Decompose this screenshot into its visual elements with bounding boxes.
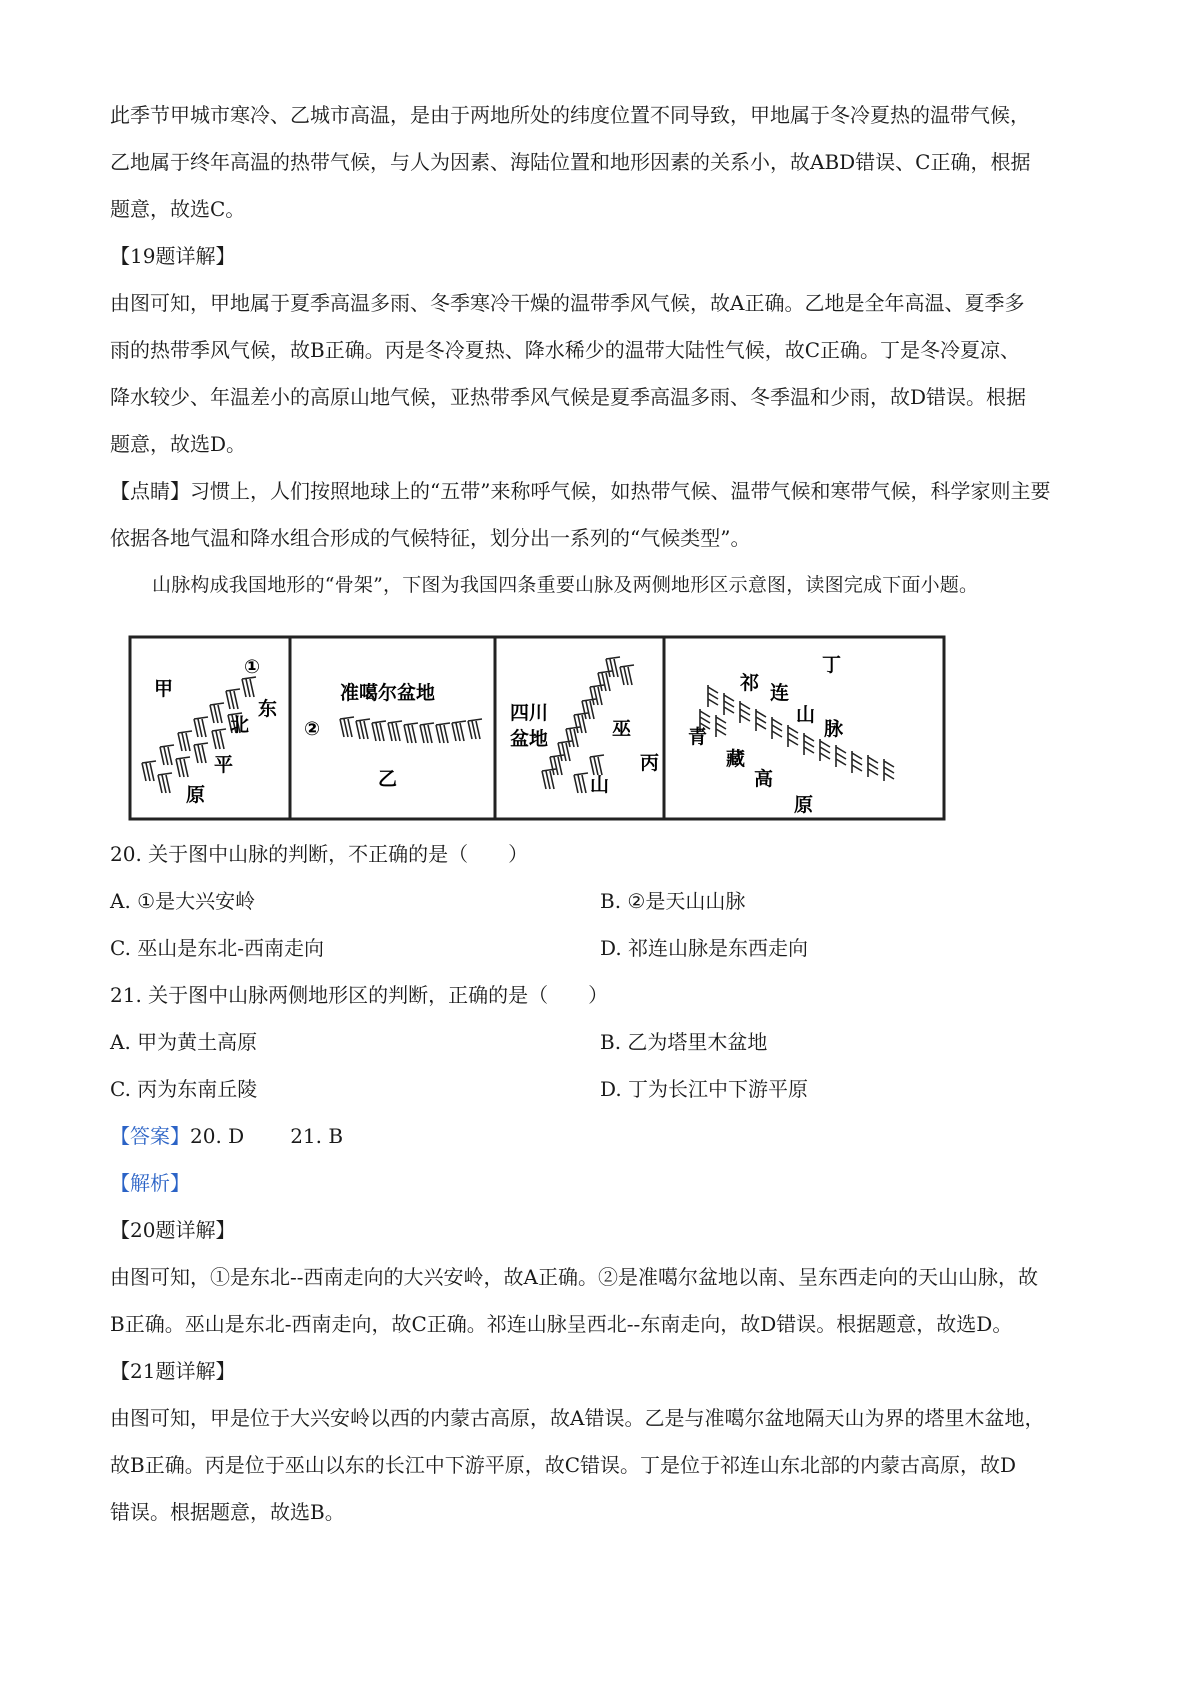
mountain-diagram-svg bbox=[128, 635, 946, 821]
section-heading-21: 【21题详解】 bbox=[110, 1359, 236, 1383]
document-page bbox=[110, 92, 1100, 1536]
paragraph-line: 乙地属于终年高温的热带气候，与人为因素、海陆位置和地形因素的关系小，故ABD错误、C正确，根据 bbox=[110, 150, 1031, 174]
dianjing-line: 【点睛】习惯上，人们按照地球上的“五带”来称呼气候，如热带气候、温带气候和寒带气候，科学家则主要 bbox=[110, 479, 1051, 503]
answer-line bbox=[110, 1113, 1100, 1160]
label-pendi: 盆地 bbox=[510, 728, 549, 750]
option-20-a[interactable]: A. ①是大兴安岭 bbox=[110, 889, 256, 913]
option-20-c[interactable]: C. 巫山是东北-西南走向 bbox=[110, 936, 325, 960]
paragraph-line: 此季节甲城市寒冷、乙城市高温，是由于两地所处的纬度位置不同导致，甲地属于冬冷夏热的温带气候， bbox=[110, 103, 1030, 127]
label-qi: 祁 bbox=[740, 672, 760, 694]
question-intro: 山脉构成我国地形的“骨架”，下图为我国四条重要山脉及两侧地形区示意图，读图完成下面小题。 bbox=[152, 574, 979, 596]
option-21-a[interactable]: A. 甲为黄土高原 bbox=[110, 1030, 258, 1054]
option-20-b[interactable]: B. ②是天山山脉 bbox=[600, 889, 746, 913]
paragraph-line: 由图可知，甲地属于夏季高温多雨、冬季寒冷干燥的温带季风气候，故A正确。乙地是全年高温、夏季多 bbox=[110, 291, 1025, 315]
analysis-label: 【解析】 bbox=[110, 1171, 190, 1195]
option-21-b[interactable]: B. 乙为塔里木盆地 bbox=[600, 1030, 768, 1054]
question-21-stem: 21. 关于图中山脉两侧地形区的判断，正确的是（ ） bbox=[110, 983, 609, 1007]
label-bing: 丙 bbox=[640, 752, 660, 774]
label-jia: 甲 bbox=[154, 678, 174, 700]
label-circle-1: ① bbox=[244, 656, 261, 678]
label-gao: 高 bbox=[754, 768, 774, 790]
answer-label: 【答案】 bbox=[110, 1124, 190, 1148]
label-wu: 巫 bbox=[612, 718, 632, 740]
label-shan: 山 bbox=[590, 774, 610, 796]
paragraph-line: 错误。根据题意，故选B。 bbox=[110, 1500, 345, 1524]
label-junggar-basin: 准噶尔盆地 bbox=[340, 682, 436, 704]
label-yuan-4: 原 bbox=[794, 794, 814, 816]
label-shan-4: 山 bbox=[796, 704, 816, 726]
paragraph-line: 雨的热带季风气候，故B正确。丙是冬冷夏热、降水稀少的温带大陆性气候，故C正确。丁是冬冷夏凉、 bbox=[110, 338, 1020, 362]
paragraph-line: 题意，故选C。 bbox=[110, 197, 246, 221]
label-ping: 平 bbox=[214, 754, 234, 776]
label-yi: 乙 bbox=[378, 768, 398, 790]
option-20-d[interactable]: D. 祁连山脉是东西走向 bbox=[600, 936, 809, 960]
paragraph-line: 故B正确。丙是位于巫山以东的长江中下游平原，故C错误。丁是位于祁连山东北部的内蒙古高原，故D bbox=[110, 1453, 1017, 1477]
section-heading-19: 【19题详解】 bbox=[110, 244, 236, 268]
label-zang: 藏 bbox=[726, 748, 746, 770]
label-lian: 连 bbox=[770, 682, 790, 704]
mountain-diagram bbox=[128, 635, 946, 821]
label-sichuan: 四川 bbox=[510, 702, 549, 724]
option-21-d[interactable]: D. 丁为长江中下游平原 bbox=[600, 1077, 809, 1101]
label-circle-2: ② bbox=[304, 718, 321, 740]
section-heading-20: 【20题详解】 bbox=[110, 1218, 236, 1242]
answer-21: 21. B bbox=[290, 1124, 344, 1148]
answer-20: 20. D bbox=[190, 1124, 245, 1148]
option-21-c[interactable]: C. 丙为东南丘陵 bbox=[110, 1077, 258, 1101]
label-ding: 丁 bbox=[822, 654, 842, 676]
question-20-stem: 20. 关于图中山脉的判断，不正确的是（ ） bbox=[110, 842, 529, 866]
paragraph-line: B正确。巫山是东北-西南走向，故C正确。祁连山脉呈西北--东南走向，故D错误。根据题意，故选D。 bbox=[110, 1312, 1013, 1336]
label-yuan: 原 bbox=[186, 784, 206, 806]
label-bei: 北 bbox=[230, 714, 250, 736]
dianjing-line: 依据各地气温和降水组合形成的气候特征，划分出一系列的“气候类型”。 bbox=[110, 526, 751, 550]
label-dong: 东 bbox=[258, 698, 278, 720]
paragraph-line: 题意，故选D。 bbox=[110, 432, 247, 456]
paragraph-line: 降水较少、年温差小的高原山地气候，亚热带季风气候是夏季高温多雨、冬季温和少雨，故D错误。根据 bbox=[110, 385, 1027, 409]
paragraph-line: 由图可知，①是东北--西南走向的大兴安岭，故A正确。②是准噶尔盆地以南、呈东西走向的天山山脉，故 bbox=[110, 1265, 1038, 1289]
paragraph-line: 由图可知，甲是位于大兴安岭以西的内蒙古高原，故A错误。乙是与准噶尔盆地隔天山为界的塔里木盆地， bbox=[110, 1406, 1045, 1430]
label-qing: 青 bbox=[688, 726, 708, 748]
label-mai: 脉 bbox=[824, 718, 844, 740]
